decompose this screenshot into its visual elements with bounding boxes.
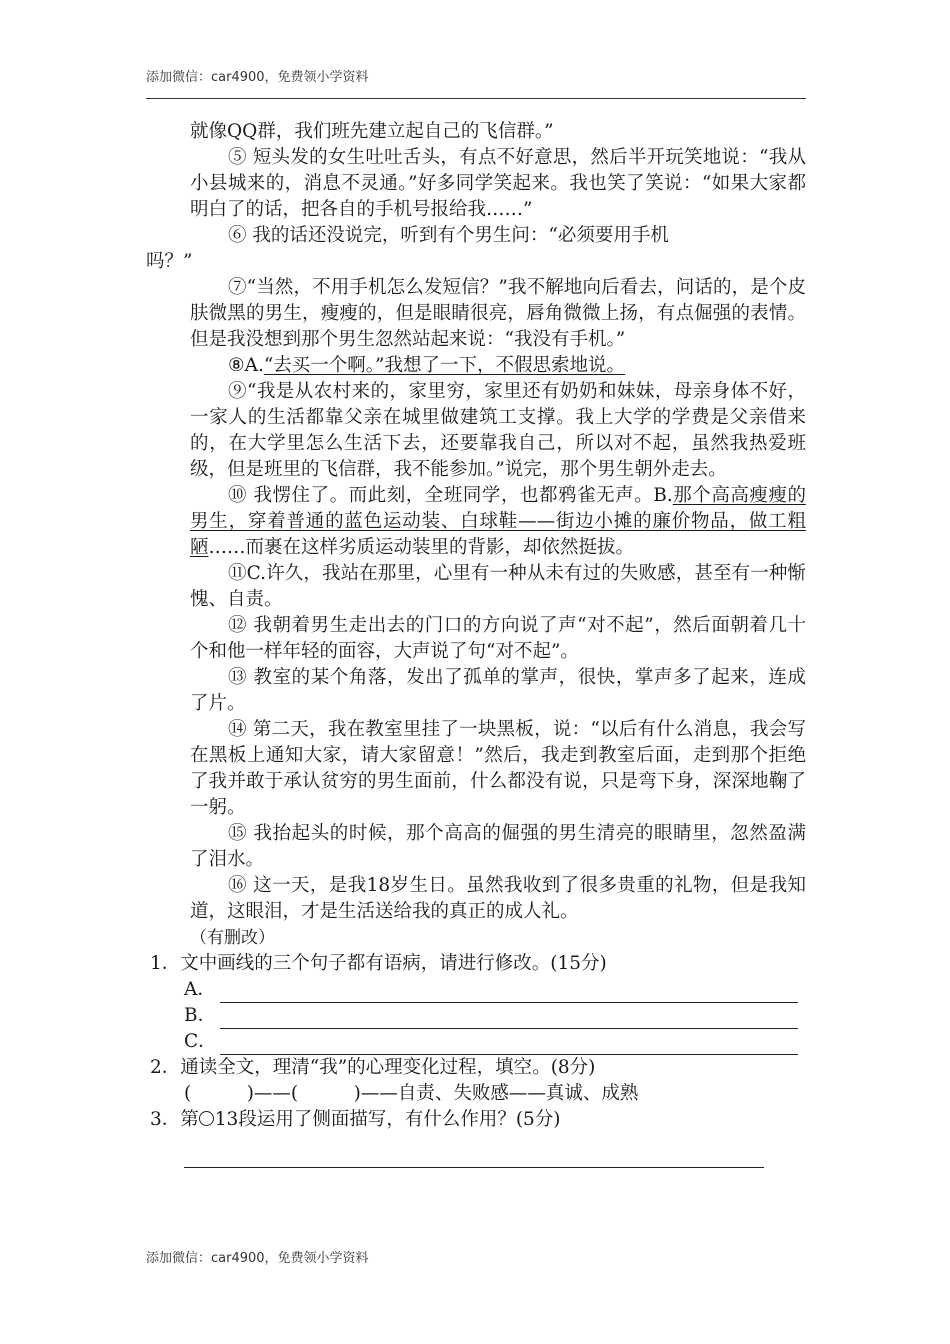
question-3-text	[150, 1107, 806, 1133]
question-2-fill-blanks[interactable]: ( )——( )——自责、失败感——真诚、成熟	[184, 1083, 639, 1104]
paragraph-9: ⑨“我是从农村来的，家里穷，家里还有奶奶和妹妹，母亲身体不好，一家人的生活都靠父亲在城里做建筑工支撑。我上大学的学费是父亲借来的，在大学里怎么生活下去，还要靠我自己，所以对不起，虽然我热爱班级，但是班里的飞信群，我不能参加。”说完，那个男生朝外走去。	[190, 381, 806, 480]
paragraph-continued: 就像QQ群，我们班先建立起自己的飞信群。”	[190, 121, 554, 142]
paragraph-13: ⑬ 教室的某个角落，发出了孤单的掌声，很快，掌声多了起来，连成了片。	[190, 667, 806, 714]
paragraph-10-start: ⑩ 我愣住了。而此刻，全班同学，也都鸦雀无声。B.	[228, 485, 673, 506]
page-header: 添加微信：car4900，免费领小学资料	[146, 70, 369, 85]
question-1-text: 1．文中画线的三个句子都有语病，请进行修改。(15分)	[150, 953, 607, 974]
question-3-rest: 13段运用了侧面描写，有什么作用？(5分)	[214, 1109, 561, 1130]
underlined-sentence-b: 那个高高瘦瘦的男生，穿着普通的蓝色运动装、白球鞋——街边小摊的廉价物品，做工粗陋	[190, 485, 806, 558]
question-3-prefix: 3．第	[150, 1109, 199, 1130]
page-footer: 添加微信：car4900，免费领小学资料	[146, 1251, 369, 1266]
paragraph-11: ⑪C.许久，我站在那里，心里有一种从未有过的失败感，甚至有一种惭愧、自责。	[190, 563, 806, 610]
answer-a-line[interactable]	[220, 983, 798, 1003]
answer-a-label: A．	[184, 979, 216, 1000]
question-2	[150, 1055, 806, 1107]
paragraph-8	[190, 353, 806, 379]
source-credit: （有删改）	[190, 928, 275, 948]
paragraph-14: ⑭ 第二天，我在教室里挂了一块黑板，说：“以后有什么消息，我会写在黑板上通知大家，请大家留意！”然后，我走到教室后面，走到那个拒绝了我并敢于承认贫穷的男生面前，什么都没有说，只是弯下身，深深地鞠了一躬。	[190, 719, 806, 818]
paragraph-16: ⑯ 这一天，是我18岁生日。虽然我收到了很多贵重的礼物，但是我知道，这眼泪，才是生活送给我的真正的成人礼。	[190, 875, 806, 922]
answer-b-line[interactable]	[220, 1009, 798, 1029]
paragraph-6-line1: ⑥ 我的话还没说完，听到有个男生问：“必须要用手机	[228, 225, 669, 246]
answer-3-line[interactable]	[184, 1141, 764, 1168]
answer-b-row	[184, 1003, 806, 1029]
paragraph-6-cont: 吗？”	[146, 251, 193, 272]
answer-c-row	[184, 1029, 806, 1055]
answer-c-label: C．	[184, 1031, 217, 1052]
header-divider	[146, 98, 806, 99]
question-3	[150, 1107, 806, 1168]
answer-a-row	[184, 977, 806, 1003]
document-body	[146, 119, 806, 1168]
circle-number-icon	[199, 1111, 214, 1126]
sentence-a-label: ⑧A.	[228, 355, 264, 376]
paragraph-10	[190, 483, 806, 561]
answer-b-label: B．	[184, 1005, 217, 1026]
question-2-text: 2．通读全文，理清“我”的心理变化过程，填空。(8分)	[150, 1057, 596, 1078]
answer-c-line[interactable]	[220, 1035, 798, 1055]
paragraph-12: ⑫ 我朝着男生走出去的门口的方向说了声“对不起”，然后面朝着几十个和他一样年轻的面容，大声说了句“对不起”。	[190, 615, 806, 662]
paragraph-10-end: ……而裹在这样劣质运动装里的背影，却依然挺拔。	[208, 537, 635, 558]
paragraph-15: ⑮ 我抬起头的时候，那个高高的倔强的男生清亮的眼睛里，忽然盈满了泪水。	[190, 823, 806, 870]
underlined-sentence-a: “去买一个啊。”我想了一下，不假思索地说。	[263, 355, 625, 376]
paragraph-5: ⑤ 短头发的女生吐吐舌头，有点不好意思，然后半开玩笑地说：“我从小县城来的，消息不灵通。”好多同学笑起来。我也笑了笑说：“如果大家都明白了的话，把各自的手机号报给我……”	[190, 147, 806, 220]
paragraph-7: ⑦“当然，不用手机怎么发短信？”我不解地向后看去，问话的，是个皮肤微黑的男生，瘦瘦的，但是眼睛很亮，唇角微微上扬，有点倔强的表情。但是我没想到那个男生忽然站起来说：“我没有手机。”	[190, 277, 806, 350]
question-1	[150, 951, 806, 1055]
paragraph-6	[190, 223, 806, 249]
